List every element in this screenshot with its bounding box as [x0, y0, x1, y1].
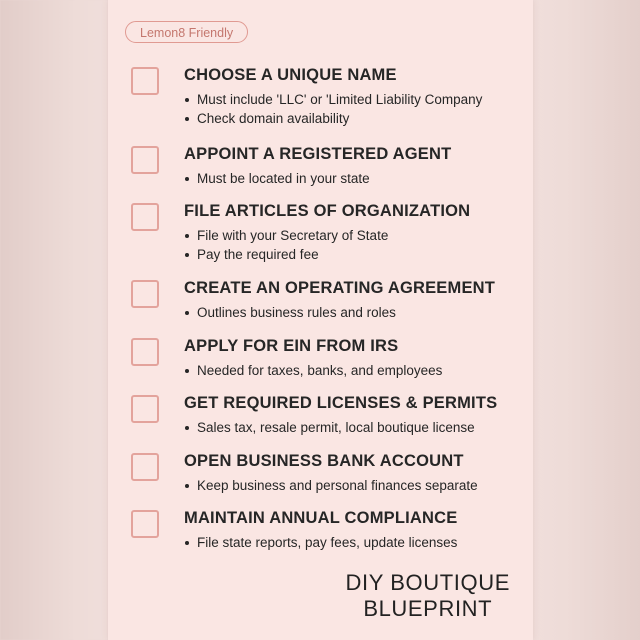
- blueprint-title-line2: BLUEPRINT: [363, 596, 493, 621]
- checkbox-licenses[interactable]: [131, 395, 159, 423]
- bullet-list: [184, 361, 442, 380]
- item-title: CHOOSE A UNIQUE NAME: [184, 66, 397, 84]
- bullet-item: Must be located in your state: [184, 169, 370, 188]
- bullet-item: File state reports, pay fees, update licenses: [184, 533, 457, 552]
- checkbox-bank-account[interactable]: [131, 453, 159, 481]
- item-title: FILE ARTICLES OF ORGANIZATION: [184, 202, 471, 220]
- bullet-list: [184, 90, 482, 128]
- checkbox-compliance[interactable]: [131, 510, 159, 538]
- bullet-list: [184, 476, 478, 495]
- checkbox-operating-agreement[interactable]: [131, 280, 159, 308]
- item-title: MAINTAIN ANNUAL COMPLIANCE: [184, 509, 458, 527]
- bullet-item: Needed for taxes, banks, and employees: [184, 361, 442, 380]
- bullet-item: File with your Secretary of State: [184, 226, 388, 245]
- checkbox-registered-agent[interactable]: [131, 146, 159, 174]
- item-title: APPLY FOR EIN FROM IRS: [184, 337, 399, 355]
- bullet-item: Pay the required fee: [184, 245, 388, 264]
- bullet-list: [184, 169, 370, 188]
- item-title: OPEN BUSINESS BANK ACCOUNT: [184, 452, 464, 470]
- bullet-list: [184, 303, 396, 322]
- checklist-card: [108, 0, 533, 640]
- bullet-item: Outlines business rules and roles: [184, 303, 396, 322]
- blueprint-title-line1: DIY BOUTIQUE: [345, 570, 510, 595]
- lemon8-badge: Lemon8 Friendly: [125, 21, 248, 43]
- bullet-list: [184, 533, 457, 552]
- checkbox-ein[interactable]: [131, 338, 159, 366]
- blueprint-title: [346, 570, 511, 622]
- bullet-item: Must include 'LLC' or 'Limited Liability Company: [184, 90, 482, 109]
- bullet-item: Keep business and personal finances separate: [184, 476, 478, 495]
- item-title: APPOINT A REGISTERED AGENT: [184, 145, 452, 163]
- checkbox-articles[interactable]: [131, 203, 159, 231]
- bullet-list: [184, 418, 475, 437]
- background-right: [532, 0, 640, 640]
- item-title: CREATE AN OPERATING AGREEMENT: [184, 279, 496, 297]
- bullet-item: Sales tax, resale permit, local boutique license: [184, 418, 475, 437]
- checkbox-choose-name[interactable]: [131, 67, 159, 95]
- item-title: GET REQUIRED LICENSES & PERMITS: [184, 394, 498, 412]
- background-left: [0, 0, 108, 640]
- bullet-item: Check domain availability: [184, 109, 482, 128]
- bullet-list: [184, 226, 388, 264]
